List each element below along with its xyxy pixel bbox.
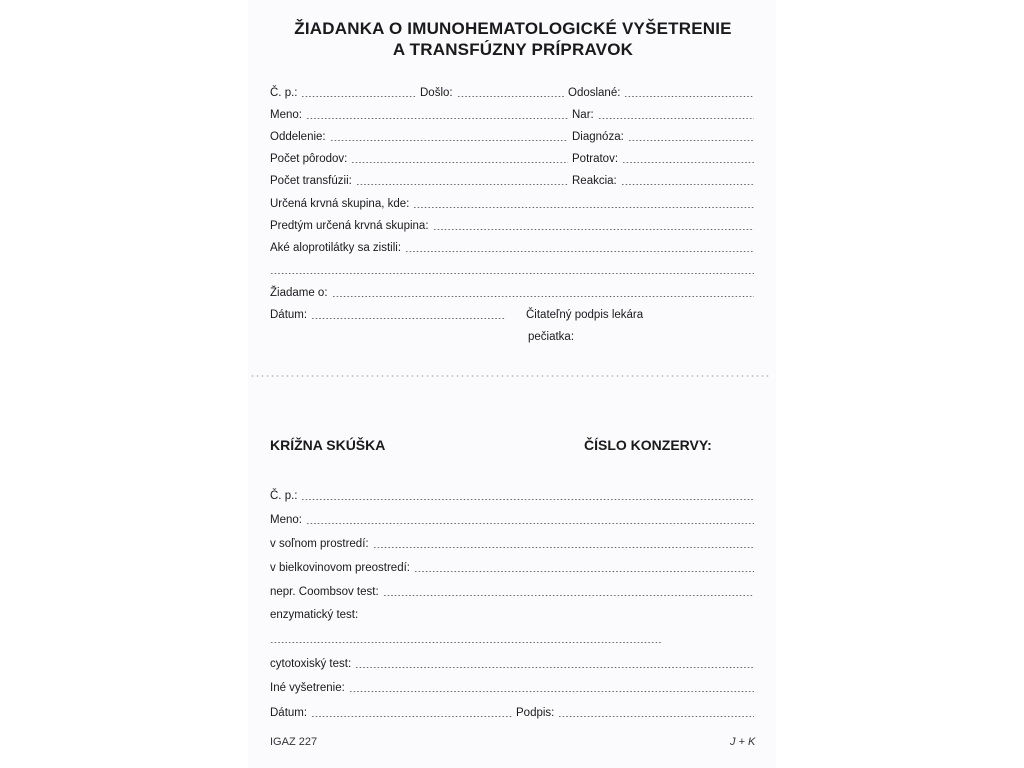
ine-label: Iné vyšetrenie: [270, 682, 345, 694]
oddelenie-field[interactable] [330, 140, 568, 141]
row-ine [270, 680, 758, 696]
pocet-transfuzii-field[interactable] [356, 184, 568, 185]
aloprotilatky-field[interactable] [405, 251, 754, 252]
potratov-label: Potratov: [572, 153, 619, 165]
row-cytotoxicky [270, 656, 758, 672]
row-datum [270, 307, 510, 323]
ziadame-field[interactable] [332, 296, 754, 297]
cross-podpis-field[interactable] [558, 716, 754, 717]
doslo-field[interactable] [457, 96, 564, 97]
cytotoxicky-label: cytotoxiský test: [270, 658, 352, 670]
predtym-skupina-label: Predtým určená krvná skupina: [270, 220, 429, 232]
cross-podpis-label: Podpis: [516, 707, 555, 719]
pocet-porodov-field[interactable] [351, 162, 568, 163]
pocet-porodov-label: Počet pôrodov: [270, 153, 348, 165]
row-urcena-skupina [270, 196, 758, 212]
nar-label: Nar: [572, 109, 594, 121]
odoslane-field[interactable] [624, 96, 754, 97]
bielkovinovom-field[interactable] [414, 571, 754, 572]
diagnoza-field[interactable] [628, 140, 754, 141]
aloprotilatky-field-2[interactable] [270, 273, 754, 274]
diagnoza-label: Diagnóza: [572, 131, 624, 143]
urcena-skupina-label: Určená krvná skupina, kde: [270, 198, 410, 210]
meno-field[interactable] [306, 118, 568, 119]
row-coombs [270, 584, 758, 600]
row-porody [270, 151, 758, 167]
cross-cp-field[interactable] [301, 499, 754, 500]
row-cross-datum [270, 705, 758, 721]
form-title-line1: ŽIADANKA O IMUNOHEMATOLOGICKÉ VYŠETRENIE [294, 19, 732, 38]
form-code: IGAZ 227 [270, 736, 318, 748]
cp-label: Č. p.: [270, 87, 298, 99]
datum-field[interactable] [311, 318, 506, 319]
cross-meno-label: Meno: [270, 514, 302, 526]
cp-field[interactable] [301, 96, 416, 97]
odoslane-label: Odoslané: [568, 87, 621, 99]
pocet-transfuzii-label: Počet transfúzii: [270, 175, 352, 187]
predtym-skupina-field[interactable] [433, 229, 754, 230]
row-cross-meno [270, 512, 758, 528]
doslo-label: Došlo: [420, 87, 453, 99]
meno-label: Meno: [270, 109, 302, 121]
oddelenie-label: Oddelenie: [270, 131, 326, 143]
aloprotilatky-label: Aké aloprotilátky sa zistili: [270, 242, 402, 254]
urcena-skupina-field[interactable] [413, 207, 754, 208]
row-cp [270, 85, 758, 101]
enzymaticky-label: enzymatický test: [270, 609, 359, 621]
reakcia-label: Reakcia: [572, 175, 617, 187]
podpis-lekara-label: Čitateľný podpis lekára [526, 309, 644, 321]
solnom-field[interactable] [373, 547, 754, 548]
printer-mark: J + K [730, 736, 756, 748]
row-enzymaticky-cont [270, 631, 666, 647]
row-ziadame [270, 285, 758, 301]
solnom-label: v soľnom prostredí: [270, 538, 369, 550]
row-cross-cp [270, 488, 758, 504]
enzymaticky-field[interactable] [270, 642, 662, 643]
perforation-line [250, 375, 770, 377]
row-transfuzie [270, 173, 758, 189]
nar-field[interactable] [598, 118, 754, 119]
cytotoxicky-field[interactable] [355, 667, 754, 668]
cross-datum-field[interactable] [311, 716, 512, 717]
row-aloprotilatky-cont [270, 262, 758, 278]
cross-datum-label: Dátum: [270, 707, 308, 719]
datum-label: Dátum: [270, 309, 308, 321]
coombs-field[interactable] [383, 595, 754, 596]
ine-field[interactable] [349, 691, 754, 692]
cislo-konzervy-heading: ČÍSLO KONZERVY: [584, 437, 712, 453]
potratov-field[interactable] [622, 162, 754, 163]
row-solnom [270, 536, 758, 552]
row-meno [270, 107, 758, 123]
row-oddelenie [270, 129, 758, 145]
ziadame-label: Žiadame o: [270, 287, 328, 299]
krizna-skuska-heading: KRÍŽNA SKÚŠKA [270, 437, 386, 453]
form-title-line2: A TRANSFÚZNY PRÍPRAVOK [392, 40, 634, 59]
peciatka-label: pečiatka: [528, 331, 575, 343]
cross-cp-label: Č. p.: [270, 490, 298, 502]
row-predtym-skupina [270, 218, 758, 234]
coombs-label: nepr. Coombsov test: [270, 586, 379, 598]
row-aloprotilatky [270, 240, 758, 256]
reakcia-field[interactable] [621, 184, 754, 185]
bielkovinovom-label: v bielkovinovom preostredí: [270, 562, 410, 574]
cross-meno-field[interactable] [306, 523, 754, 524]
row-bielkovinovom [270, 560, 758, 576]
